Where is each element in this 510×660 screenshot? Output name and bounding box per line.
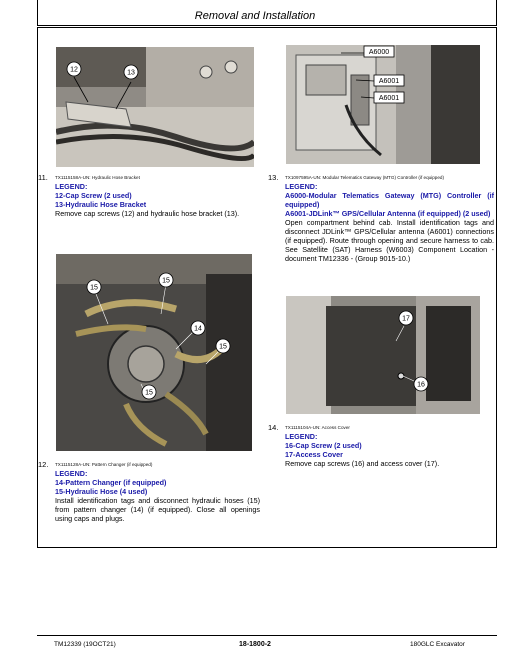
legend-item: 15-Hydraulic Hose (4 used) <box>55 487 148 496</box>
callout-15-c <box>216 339 230 353</box>
step-text: Install identification tags and disconnect hydraulic hoses (15) from pattern changer (14) (if equipped). Close all openings using caps and plugs. <box>55 496 260 523</box>
callout-A6000 <box>364 46 394 57</box>
step-number: 13. <box>268 173 279 182</box>
step-number: 14. <box>268 423 279 432</box>
legend-title: LEGEND: <box>55 469 88 478</box>
callout-A6001-b <box>374 92 404 103</box>
photo-mtg-controller <box>286 45 480 164</box>
footer-doc-id: TM12339 (19OCT21) <box>54 641 116 648</box>
footer-rule <box>37 635 497 636</box>
callout-15-d <box>142 385 156 399</box>
legend-item: A6001-JDLink™ GPS/Cellular Antenna (if equipped) (2 used) <box>285 209 491 218</box>
step-number: 11. <box>38 173 48 182</box>
page-title: Removal and Installation <box>194 10 316 22</box>
step-12 <box>38 460 260 523</box>
footer-model: 180GLC Excavator <box>410 641 465 648</box>
svg-text:12: 12 <box>70 66 78 74</box>
callout-A6001-a <box>374 75 404 86</box>
legend-title: LEGEND: <box>55 182 88 191</box>
legend-item: 13-Hydraulic Hose Bracket <box>55 200 147 209</box>
svg-text:14: 14 <box>194 325 202 333</box>
svg-text:A6001: A6001 <box>378 78 400 85</box>
legend-item: 14-Pattern Changer (if equipped) <box>55 478 167 487</box>
footer-page-number: 18-1800-2 <box>239 641 271 648</box>
photo-access-cover <box>286 296 480 414</box>
figure-caption: TX1097595A-UN: Modular Telematics Gateway (MTG) Controller (if equipped) <box>285 175 444 180</box>
svg-text:15: 15 <box>90 284 98 292</box>
svg-text:17: 17 <box>402 315 410 323</box>
step-text: Open compartment behind cab. Install identification tags and disconnect JDLink™ GPS/Cellular antenna (A6001) connections (if equipped). Route through opening and secure harness to cab. See Satellite (SAT) Harness (W6003) Component Location - document TM12336 - (Group 9015-10.) <box>285 218 494 263</box>
legend-item: A6000-Modular Telematics Gateway (MTG) Controller (if equipped) <box>285 191 494 209</box>
step-number: 12. <box>38 460 49 469</box>
svg-text:13: 13 <box>127 69 135 77</box>
step-text: Remove cap screws (12) and hydraulic hose bracket (13). <box>55 209 240 218</box>
figure-caption: TX1115104A-UN: Access Cover <box>285 425 350 430</box>
step-text: Remove cap screws (16) and access cover (17). <box>285 459 440 468</box>
callout-15-b <box>87 280 101 294</box>
step-14 <box>268 423 494 468</box>
legend-item: 17-Access Cover <box>285 450 343 459</box>
svg-text:A6001: A6001 <box>378 95 400 102</box>
svg-text:16: 16 <box>417 381 425 389</box>
svg-text:A6000: A6000 <box>368 49 390 56</box>
photo-hydraulic-hose-bracket <box>56 47 254 167</box>
step-13 <box>268 173 494 263</box>
legend-item: 16-Cap Screw (2 used) <box>285 441 362 450</box>
callout-13 <box>124 65 138 79</box>
callout-14 <box>191 321 205 335</box>
callout-15-a <box>159 273 173 287</box>
callout-16 <box>414 377 428 391</box>
step-11 <box>38 173 258 218</box>
figure-caption: TX1115158A-UN: Hydraulic Hose Bracket <box>55 175 140 180</box>
legend-title: LEGEND: <box>285 432 318 441</box>
svg-text:15: 15 <box>219 343 227 351</box>
figure-caption: TX1115128A-UN: Pattern Changer (if equipped) <box>55 462 153 467</box>
callout-12 <box>67 62 81 76</box>
svg-text:15: 15 <box>145 389 153 397</box>
svg-text:15: 15 <box>162 277 170 285</box>
photo-pattern-changer <box>56 254 252 451</box>
callout-17 <box>399 311 413 325</box>
legend-title: LEGEND: <box>285 182 318 191</box>
legend-item: 12-Cap Screw (2 used) <box>55 191 132 200</box>
